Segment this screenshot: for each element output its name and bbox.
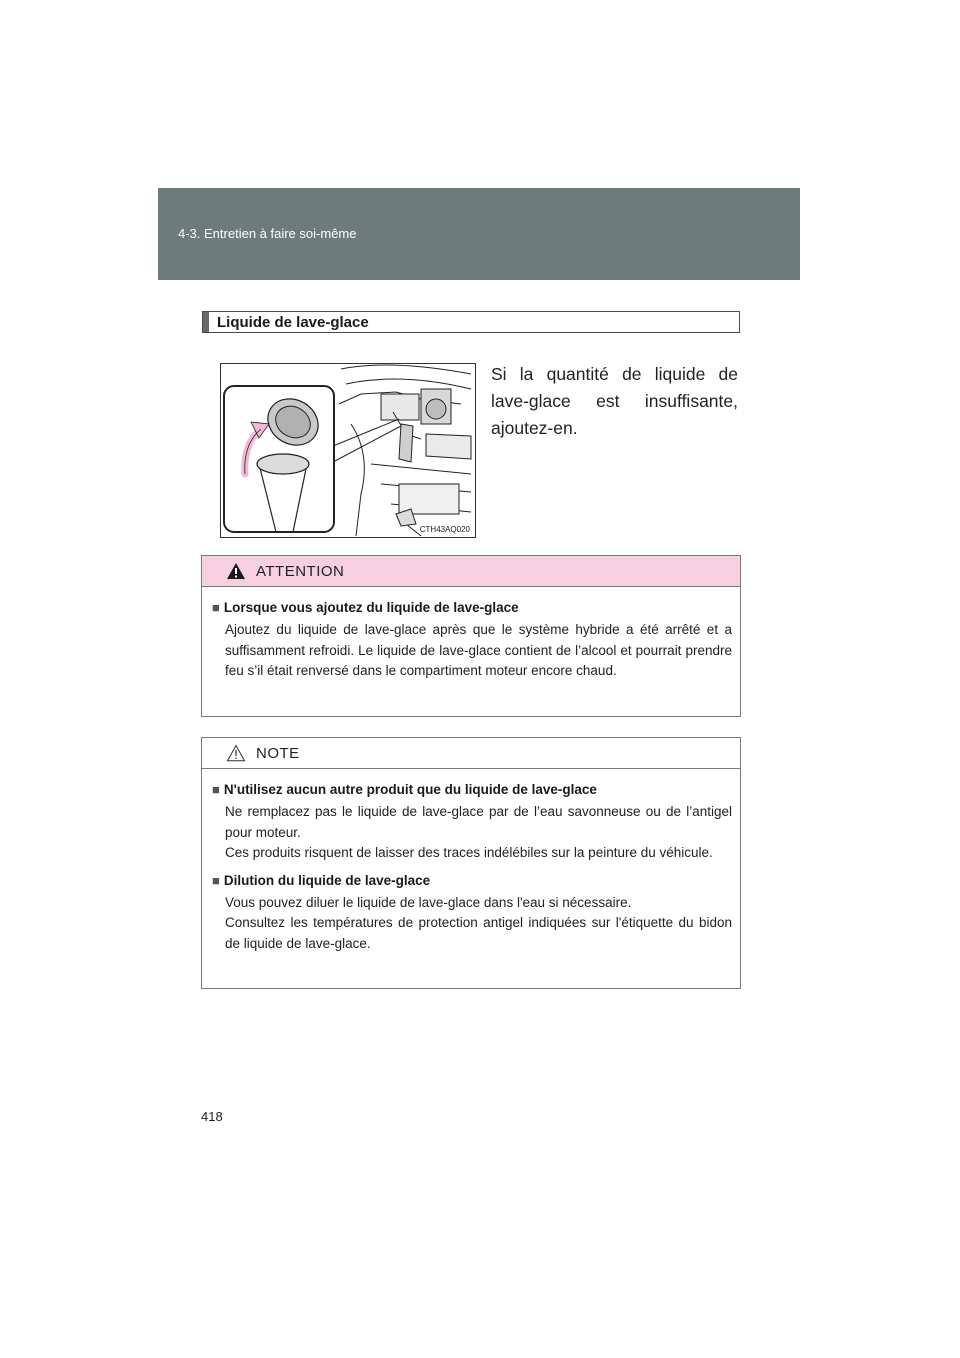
engine-bay-drawing xyxy=(221,364,475,537)
attention-label: ATTENTION xyxy=(256,563,345,580)
bullet-square-icon: ■ xyxy=(212,872,220,888)
caution-outline-icon xyxy=(226,744,246,762)
attention-item xyxy=(202,599,740,682)
attention-item-text: Ajoutez du liquide de lave-glace après que le système hybride a été arrêté et a suffisamment refroidi. Le liquide de lave-glace contient de l’alcool et pourrait prendre feu s’il était renversé dans le compartiment moteur encore chaud. xyxy=(225,622,732,678)
bullet-square-icon: ■ xyxy=(212,782,220,797)
warning-icon xyxy=(226,562,246,580)
washer-fluid-illustration xyxy=(220,363,476,538)
figure-code: CTH43AQ020 xyxy=(419,525,470,534)
attention-item-title: Lorsque vous ajoutez du liquide de lave-glace xyxy=(223,600,519,615)
intro-paragraph: Si la quantité de liquide de lave-glace est insuffisante, ajoutez-en. xyxy=(491,364,738,438)
attention-box xyxy=(201,555,741,717)
note-item-title: Dilution du liquide de lave-glace xyxy=(223,872,431,888)
note-item xyxy=(202,872,740,955)
chapter-header xyxy=(158,188,800,280)
note-item-text: Ne remplacez pas le liquide de lave-glace par de l’eau savonneuse ou de l’antigel pour moteur. xyxy=(225,804,732,840)
note-item-text: Vous pouvez diluer le liquide de lave-glace dans l'eau si nécessaire. xyxy=(225,894,632,910)
note-item-text-2: Ces produits risquent de laisser des traces indélébiles sur la peinture du véhicule. xyxy=(225,845,713,860)
note-item xyxy=(202,781,740,864)
note-item-text-2: Consultez les températures de protection antigel indiquées sur l'étiquette du bidon de liquide de lave-glace. xyxy=(225,915,732,951)
note-label: NOTE xyxy=(256,745,300,762)
bullet-square-icon: ■ xyxy=(212,600,220,615)
chapter-title: 4-3. Entretien à faire soi-même xyxy=(178,226,357,241)
section-accent-bar xyxy=(203,312,209,332)
note-item-title: N'utilisez aucun autre produit que du liquide de lave-glace xyxy=(223,782,597,797)
section-heading xyxy=(202,311,740,333)
page-number: 418 xyxy=(201,1109,223,1124)
note-header xyxy=(202,738,740,769)
attention-header xyxy=(202,556,740,587)
note-box xyxy=(201,737,741,989)
section-title: Liquide de lave-glace xyxy=(217,314,369,331)
